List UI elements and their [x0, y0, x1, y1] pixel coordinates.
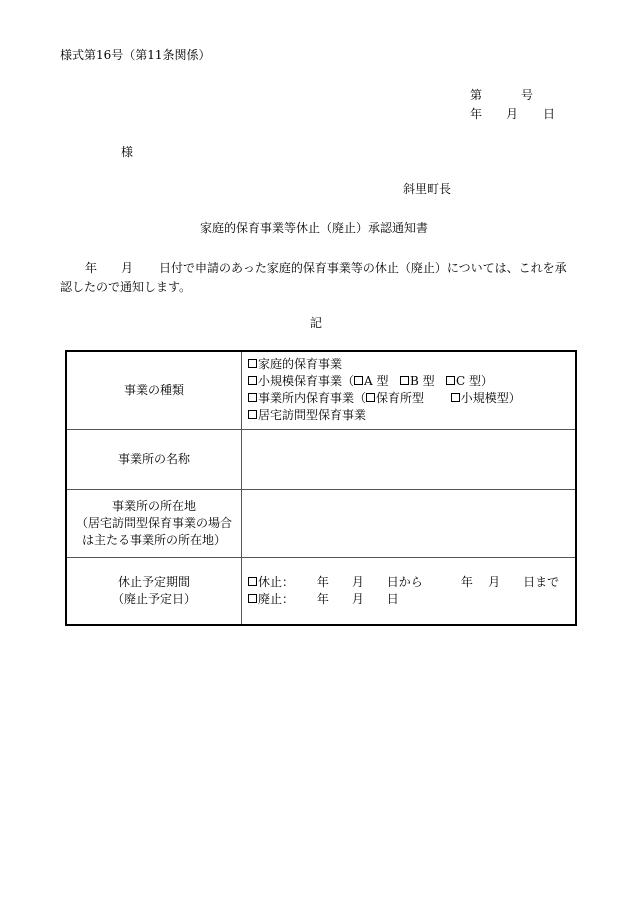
checkbox-suspension[interactable] [248, 577, 257, 586]
option-nursery-type: 保育所型 [376, 391, 425, 406]
row-business-type [66, 351, 576, 429]
date-month: 月 [506, 107, 519, 121]
body-line2: 認したので通知します。 [60, 280, 192, 294]
form-table [65, 350, 577, 626]
option-home-visit: 居宅訪問型保育事業 [258, 408, 367, 423]
checkbox-type-b[interactable] [400, 376, 409, 385]
option-type-c: C 型） [456, 374, 494, 389]
checkbox-abolition[interactable] [248, 594, 257, 603]
period-values: 休止： 年 月 日から 年 月 日まで 廃止： 年 月 日 [242, 557, 577, 625]
option-family-care: 家庭的保育事業 [258, 357, 343, 372]
option-workplace: 事業所内保育事業（ [258, 391, 367, 406]
label-office-address: 事業所の所在地 （居宅訪問型保育事業の場合 は主たる事業所の所在地） [66, 489, 242, 557]
option-type-b: B 型 [409, 374, 435, 389]
row-office-name [66, 429, 576, 489]
checkbox-type-c[interactable] [446, 376, 455, 385]
body-year: 年 [85, 261, 98, 275]
date-day: 日 [543, 107, 556, 121]
checkbox-type-a[interactable] [354, 376, 363, 385]
option-small-type: 小規模型） [460, 391, 521, 406]
checkbox-family-care[interactable] [248, 359, 257, 368]
ki-marker: 記 [310, 316, 323, 330]
row-office-address [66, 489, 576, 557]
suspension-label: 休止： [258, 574, 295, 589]
row-period [66, 557, 576, 625]
label-office-name: 事業所の名称 [66, 429, 242, 489]
option-small-scale: 小規模保育事業（ [258, 374, 355, 389]
checkbox-nursery-type[interactable] [366, 393, 375, 402]
checkbox-small-scale[interactable] [248, 376, 257, 385]
option-type-a: A 型 [364, 374, 389, 389]
checkbox-workplace[interactable] [248, 393, 257, 402]
business-type-options [242, 351, 577, 429]
date-year: 年 [470, 107, 483, 121]
checkbox-small-type[interactable] [451, 393, 460, 402]
office-name-field[interactable] [242, 429, 577, 489]
doc-number-dai: 第 [470, 88, 483, 102]
form-number: 様式第16号（第11条関係） [60, 48, 211, 62]
body-month: 月 [121, 261, 134, 275]
body-line1: 日付で申請のあった家庭的保育事業等の休止（廃止）については、これを承 [159, 261, 567, 275]
addressee-sama: 様 [121, 145, 134, 159]
abolition-label: 廃止： [258, 591, 295, 606]
doc-number-go: 号 [521, 88, 534, 102]
sender-name: 斜里町長 [403, 182, 452, 196]
checkbox-home-visit[interactable] [248, 410, 257, 419]
label-business-type: 事業の種類 [66, 351, 242, 429]
document-title: 家庭的保育事業等休止（廃止）承認通知書 [200, 221, 429, 235]
office-address-field[interactable] [242, 489, 577, 557]
label-period: 休止予定期間 （廃止予定日） [66, 557, 242, 625]
